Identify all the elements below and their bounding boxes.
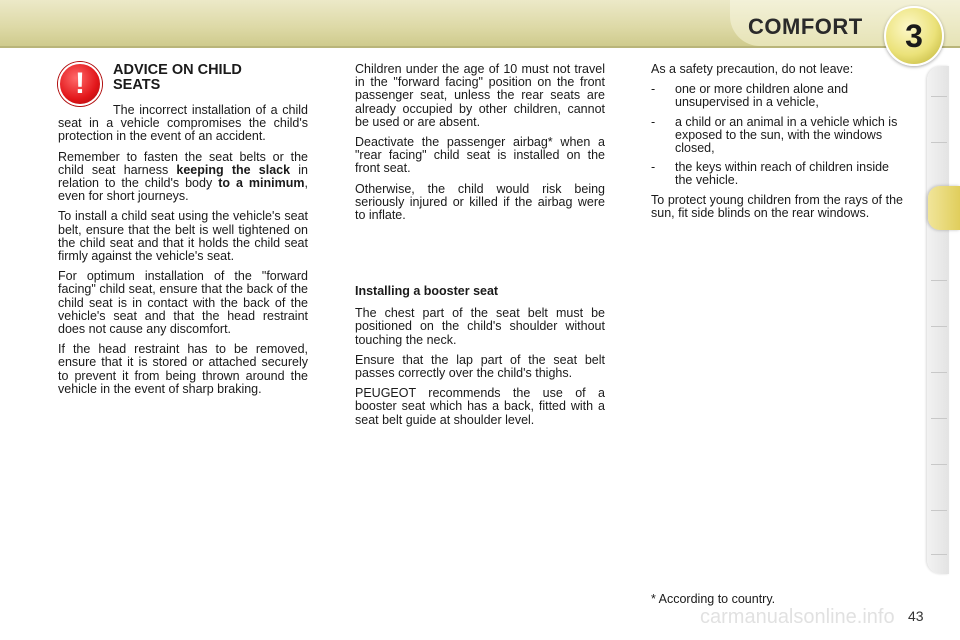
- paragraph: Children under the age of 10 must not travel in the "forward facing" position on the front passenger seat, unless the rear seats are already occupied by other children, cannot be used or are absent.: [355, 62, 605, 129]
- paragraph-text: Remember to fasten the seat belts or the child seat harness: [58, 149, 308, 177]
- rail-tick: [931, 510, 947, 511]
- rail-tick: [931, 326, 947, 327]
- paragraph: The chest part of the seat belt must be positioned on the child's shoulder without touching the neck.: [355, 306, 605, 347]
- column-1: [58, 104, 308, 403]
- watermark: carmanualsonline.info: [700, 606, 895, 628]
- list-item-text: the keys within reach of children inside the vehicle.: [675, 160, 890, 188]
- chapter-tab-rail: [927, 66, 949, 574]
- list-item-text: one or more children alone and unsupervised in a vehicle,: [675, 82, 849, 110]
- column-2-top: [355, 63, 605, 229]
- chapter-tab-active[interactable]: [928, 186, 960, 230]
- rail-tick: [931, 96, 947, 97]
- subheading: Installing a booster seat: [355, 284, 499, 298]
- paragraph: PEUGEOT recommends the use of a booster seat which has a back, fitted with a seat belt guide at shoulder level.: [355, 386, 605, 427]
- paragraph: To install a child seat using the vehicle's seat belt, ensure that the belt is well tightened on the child seat and that it holds the child seat firmly against the vehicle's seat.: [58, 209, 308, 264]
- column-2-bottom: [355, 285, 605, 434]
- column-3: [651, 63, 903, 227]
- paragraph: To protect young children from the rays of the sun, fit side blinds on the rear windows.: [651, 192, 903, 220]
- paragraph-text: in relation to the child's body: [58, 162, 309, 191]
- paragraph: Deactivate the passenger airbag* when a "rear facing" child seat is installed on the front seat.: [355, 135, 605, 176]
- emphasis-text: to a minimum: [218, 176, 305, 191]
- paragraph: [58, 151, 308, 204]
- paragraph: As a safety precaution, do not leave:: [651, 62, 854, 76]
- rail-tick: [931, 372, 947, 373]
- list-item-text: a child or an animal in a vehicle which is exposed to the sun, with the windows closed,: [675, 114, 898, 156]
- rail-tick: [931, 464, 947, 465]
- page-number: 43: [908, 608, 924, 624]
- list-item: - the keys within reach of children inside the vehicle.: [651, 161, 903, 187]
- paragraph: For optimum installation of the "forward facing" child seat, ensure that the back of the child seat is in contact with the back of the vehicle's seat and that the head restraint does not cause any discomfort.: [58, 269, 308, 337]
- section-heading: ADVICE ON CHILD SEATS: [113, 62, 242, 93]
- emphasis-text: keeping the slack: [176, 162, 291, 177]
- paragraph: [58, 104, 308, 144]
- paragraph-text: , even for short journeys.: [58, 176, 308, 204]
- rail-tick: [931, 554, 947, 555]
- paragraph-text: The incorrect installation of a child seat in a vehicle compromises the child's protection in the event of an accident.: [58, 103, 308, 144]
- paragraph: If the head restraint has to be removed, ensure that it is stored or attached securely to prevent it from being thrown around the vehicle in the event of sharp braking.: [58, 342, 308, 396]
- rail-tick: [931, 142, 947, 143]
- paragraph: Otherwise, the child would risk being seriously injured or killed if the airbag were to inflate.: [355, 181, 605, 223]
- rail-tick: [931, 418, 947, 419]
- paragraph: Ensure that the lap part of the seat belt passes correctly over the child's thighs.: [355, 352, 605, 381]
- footnote: * According to country.: [651, 592, 776, 606]
- warning-icon: !: [58, 62, 102, 106]
- rail-tick: [931, 280, 947, 281]
- list-item: - one or more children alone and unsupervised in a vehicle,: [651, 83, 903, 109]
- chapter-number-badge: 3: [884, 6, 944, 66]
- chapter-title: COMFORT: [748, 14, 863, 39]
- list-item: - a child or an animal in a vehicle which is exposed to the sun, with the windows closed,: [651, 116, 903, 156]
